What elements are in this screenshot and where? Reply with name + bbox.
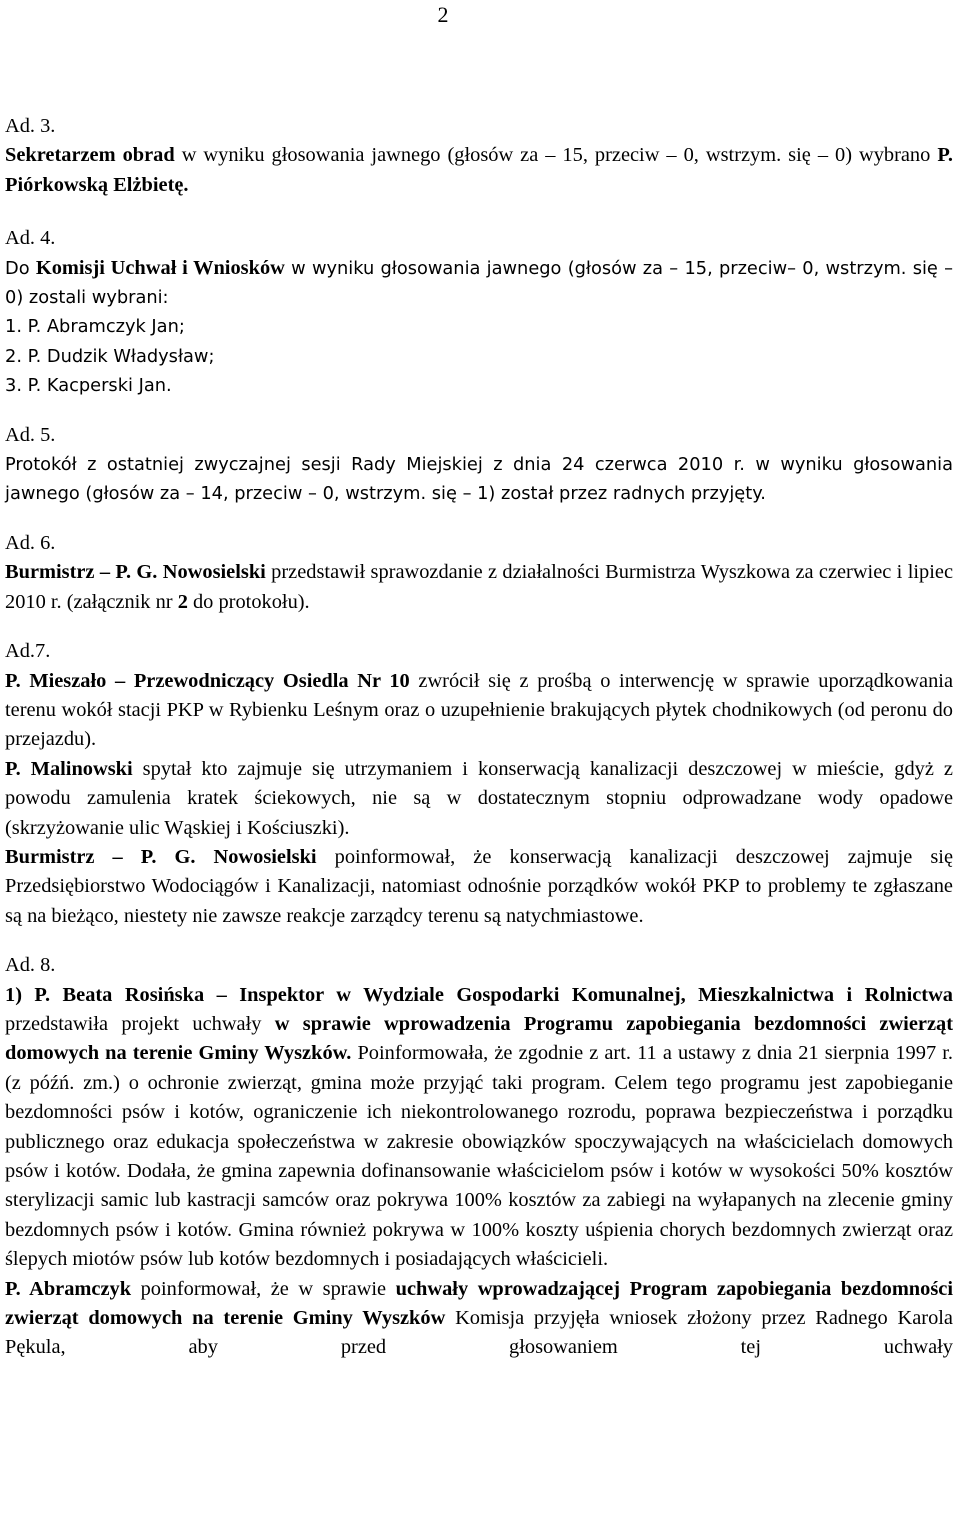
section-ad4 [5,224,953,400]
ad7-paragraph-3 [5,843,953,931]
ad3-text-1: w wyniku głosowania jawnego (głosów za – 15, przeciw – 0, wstrzym. się – 0) wybrano [174,144,938,167]
ad8-p2-bold-2: uchwały wprowadzającej Program zapobiegania bezdomności zwierząt domowych na terenie Gminy Wyszków [5,1277,953,1330]
section-ad6 [5,529,953,617]
ad4-heading: Ad. 4. [5,227,56,250]
ad8-p2-text-1: poinformował, że w sprawie [131,1277,396,1300]
section-ad8 [5,951,953,1363]
ad8-p1-bold-2: w sprawie wprowadzenia Programu zapobiegania bezdomności zwierząt domowych na terenie Gminy Wyszków. [5,1012,953,1065]
ad3-paragraph [5,141,953,200]
ad4-bold-1: Komisji Uchwał i Wniosków [35,256,285,279]
spacer [5,401,953,421]
ad7-p2-bold: P. Malinowski [5,757,133,780]
ad8-paragraph-1 [5,981,953,1275]
ad4-member-3: 3. P. Kacperski Jan. [5,375,172,397]
ad6-bold-2: 2 [177,590,188,613]
ad6-text-2: do protokołu). [187,590,310,613]
ad8-p2-text-2: Komisja przyjęła wniosek złożony przez Radnego Karola Pękula, aby przed głosowaniem tej uchwały [5,1307,953,1359]
spacer [5,931,953,951]
ad5-paragraph: Protokół z ostatniej zwyczajnej sesji Rady Miejskiej z dnia 24 czerwca 2010 r. w wyniku głosowania jawnego (głosów za – 14, przeciw – 0, wstrzym. się – 1) został przez radnych przyjęty. [5,454,953,505]
spacer [5,200,953,224]
ad4-text-2: w wyniku głosowania jawnego (głosów za – 15, przeciw– 0, wstrzym. się – 0) zostali wybrani: [5,257,953,309]
ad8-p1-text-2: Poinformowała, że zgodnie z art. 11 a ustawy z dnia 21 sierpnia 1997 r. (z późń. zm.) o ochronie zwierząt, gmina może przyjąć taki program. Celem tego programu jest zapobieganie bezdomności psów i kotów, ograniczenie ich niekontrolowanego rozrodu, poprawa bezpieczeństwa i porządku publicznego oraz edukacja społeczeństwa w zakresie obowiązków spoczywających na właścicielach domowych psów i kotów. Dodała, że gmina zapewnia dofinansowanie właścicielom psów i kotów w wysokości 50% kosztów sterylizacji samic lub kastracji samców oraz pokrywa 100% kosztów za zabiegi na wyłapanych na zlecenie gminy bezdomnych psów i kotów. Gmina również pokrywa w 100% koszty uśpienia chorych bezdomnych zwierząt oraz ślepych miotów psów lub kotów bezdomnych i posiadających właścicieli. [5,1042,954,1271]
ad8-p1-text-1: przedstawiła projekt uchwały [5,1012,275,1035]
ad8-paragraph-2 [5,1275,953,1363]
ad7-heading: Ad.7. [5,640,51,663]
ad7-p2-text: spytał kto zajmuje się utrzymaniem i konserwacją kanalizacji deszczowej w mieście, gdyż z powodu zamulenia kratek ściekowych, nie są w dostatecznym stopniu odprowadzane wody opadowe (skrzyżowanie ulic Wąskiej i Kościuszki). [5,757,953,839]
ad8-p2-bold-1: P. Abramczyk [5,1277,132,1300]
ad7-p3-text: poinformował, że konserwacją kanalizacji deszczowej zajmuje się Przedsiębiorstwo Wodociągów i Kanalizacji, natomiast odnośnie porządków wokół PKP to problemy te zgłaszane są na bieżąco, niestety nie zawsze reakcje zarządcy terenu są natychmiastowe. [5,845,953,927]
ad8-p1-bold-1: 1) P. Beata Rosińska – Inspektor w Wydziale Gospodarki Komunalnej, Mieszkalnictwa i Rolnictwa [5,983,953,1006]
ad8-heading: Ad. 8. [5,954,56,977]
ad7-paragraph-2 [5,755,953,843]
page-number: 2 [437,2,449,27]
ad3-bold-1: Sekretarzem obrad [5,144,175,167]
ad6-heading: Ad. 6. [5,531,56,554]
ad3-bold-2: P. Piórkowską Elżbietę. [5,144,953,196]
ad4-member-2: 2. P. Dudzik Władysław; [5,345,215,367]
section-ad3 [5,112,953,200]
ad4-member-1: 1. P. Abramczyk Jan; [5,316,185,338]
section-ad7 [5,637,953,931]
ad7-p1-bold: P. Mieszało – Przewodniczący Osiedla Nr 10 [5,669,410,692]
ad7-paragraph-1 [5,667,953,755]
spacer [5,617,953,637]
ad7-p3-bold: Burmistrz – P. G. Nowosielski [5,845,317,868]
ad6-text-1: przedstawił sprawozdanie z działalności Burmistrza Wyszkowa za czerwiec i lipiec 2010 r. (załącznik nr [5,561,953,613]
spacer [5,509,953,529]
ad4-paragraph [5,254,953,313]
ad3-heading: Ad. 3. [5,115,56,137]
section-ad5 [5,421,953,509]
ad7-p1-text: zwrócił się z prośbą o interwencję w sprawie uporządkowania terenu wokół stacji PKP w Rybienku Leśnym oraz o uzupełnienie brakujących płytek chodnikowych (od peronu do przejazdu). [5,669,954,751]
ad4-text-1: Do [5,257,36,279]
ad5-heading: Ad. 5. [5,423,56,446]
ad6-bold-1: Burmistrz – P. G. Nowosielski [5,561,266,584]
document-body [5,112,953,1363]
ad6-paragraph [5,558,953,617]
